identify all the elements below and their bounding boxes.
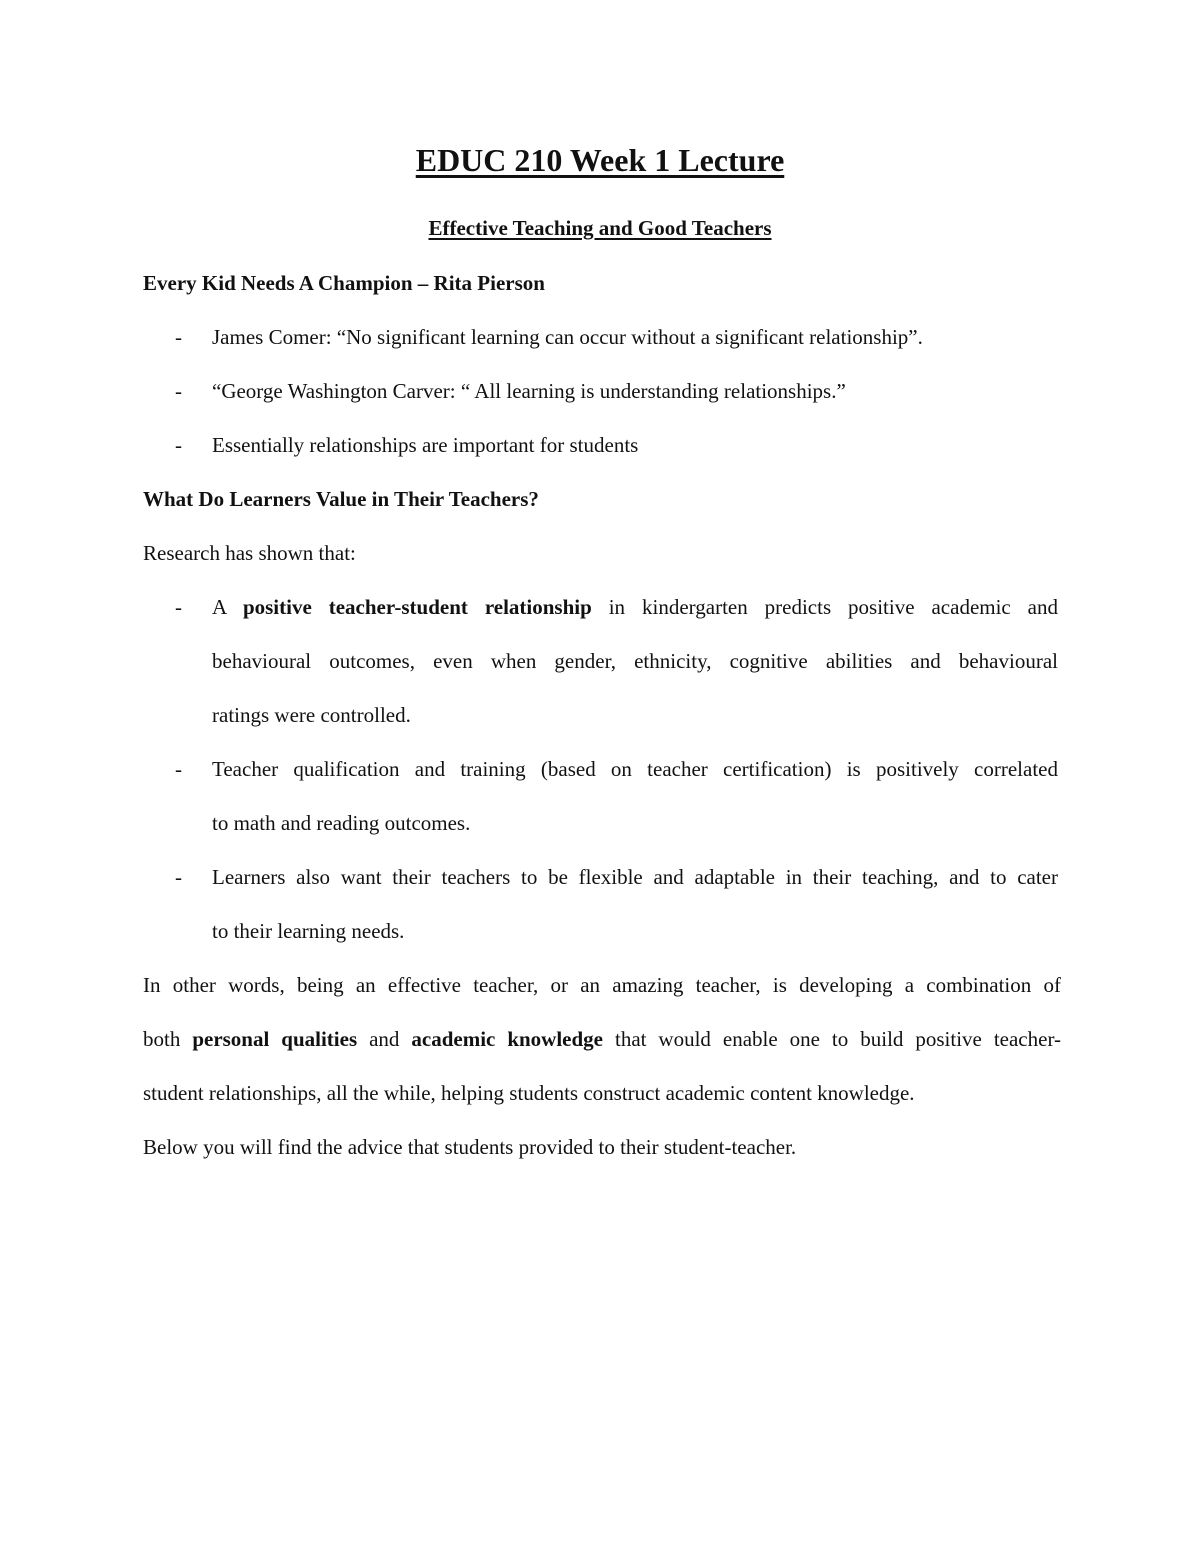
bullet-marker: - [175, 595, 182, 619]
section-heading-champion: Every Kid Needs A Champion – Rita Pierson [143, 271, 545, 295]
conclusion-line-1: In other words, being an effective teacher, or an amazing teacher, is developing a combination of [143, 973, 1061, 997]
list-item-relationships: Essentially relationships are important for students [212, 433, 639, 457]
conclusion-line-3: student relationships, all the while, helping students construct academic content knowledge. [143, 1081, 915, 1105]
bullet-marker: - [175, 433, 182, 457]
bold-term-relationship: positive teacher-student relationship [242, 595, 592, 619]
list-item-flexible-line-2: to their learning needs. [212, 919, 405, 943]
list-item-flexible-line-1: Learners also want their teachers to be flexible and adaptable in their teaching, and to cater [212, 865, 1058, 889]
list-item-carver-quote: “George Washington Carver: “ All learning is understanding relationships.” [212, 379, 846, 403]
section-heading-learners-value: What Do Learners Value in Their Teachers? [143, 487, 539, 511]
bullet-marker: - [175, 379, 182, 403]
bullet-marker: - [175, 757, 182, 781]
bold-term-personal-qualities: personal qualities [192, 1027, 358, 1051]
research-intro: Research has shown that: [143, 541, 356, 565]
conclusion-text: that would enable one to build positive teacher- [603, 1027, 1062, 1051]
list-item-relationship-line-3: ratings were controlled. [212, 703, 411, 727]
item-text: in kindergarten predicts positive academic and [591, 595, 1058, 619]
bold-term-academic-knowledge: academic knowledge [411, 1027, 604, 1051]
list-item-relationship-line-1 [212, 592, 1058, 622]
conclusion-text: both [143, 1027, 193, 1051]
conclusion-text: and [357, 1027, 412, 1051]
document-subtitle: Effective Teaching and Good Teachers [428, 216, 772, 240]
bullet-marker: - [175, 325, 182, 349]
bullet-marker: - [175, 865, 182, 889]
list-item-comer-quote: James Comer: “No significant learning can occur without a significant relationship”. [212, 325, 923, 349]
list-item-relationship-line-2: behavioural outcomes, even when gender, ethnicity, cognitive abilities and behavioural [212, 649, 1058, 673]
list-item-qualification-line-2: to math and reading outcomes. [212, 811, 471, 835]
conclusion-line-2 [143, 1024, 1061, 1054]
list-item-qualification-line-1: Teacher qualification and training (based on teacher certification) is positively correlated [212, 757, 1058, 781]
item-text: A [212, 595, 243, 619]
conclusion-line-4: Below you will find the advice that students provided to their student-teacher. [143, 1135, 797, 1159]
document-title: EDUC 210 Week 1 Lecture [415, 142, 785, 178]
